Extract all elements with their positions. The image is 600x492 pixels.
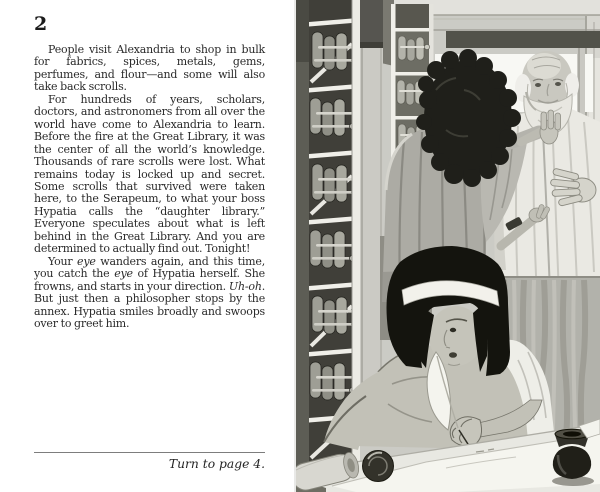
- illustration-page: [296, 0, 600, 492]
- library-illustration: [296, 0, 600, 492]
- scribe-head: [387, 246, 511, 376]
- scroll-knob: [363, 451, 394, 482]
- paragraph-1: [34, 44, 265, 94]
- paragraph-1-text: People visit Alexandria to shop in bulk for fabrics, spices, metals, gems, perfumes, and flour—and some will also take back scrolls.: [34, 43, 265, 94]
- page-number: 2: [34, 13, 48, 35]
- paragraph-2: [34, 94, 265, 256]
- center-pillar: [360, 0, 383, 400]
- paragraph-2-text: For hundreds of years, scholars, doctors, and astronomers from all over the world have come to Alexandria to learn. Before the fire at the Great Library, it was the center of all the world’s knowledge. Thousands of rare scrolls were lost. What remains today is locked up and secret. Some scrolls that survived were taken here, to the Serapeum, to what your boss Hypatia calls the “daughter library.” Everyone speculates about what is left behind in the Great Library. And you are determined to actually find out. Tonight!: [34, 92, 265, 256]
- story-text: [34, 44, 265, 330]
- footer-rule: [34, 452, 265, 453]
- turn-to-page-note: Turn to page 4.: [168, 457, 265, 471]
- text-page: [0, 0, 296, 492]
- paragraph-3: Your eye wanders again, and this time, you catch the eye of Hypatia herself. She frowns, and starts in your direction. Uh-oh. But just then a philosopher stops by the annex. Hypatia smiles broadly and swoops over to greet him.: [34, 254, 265, 330]
